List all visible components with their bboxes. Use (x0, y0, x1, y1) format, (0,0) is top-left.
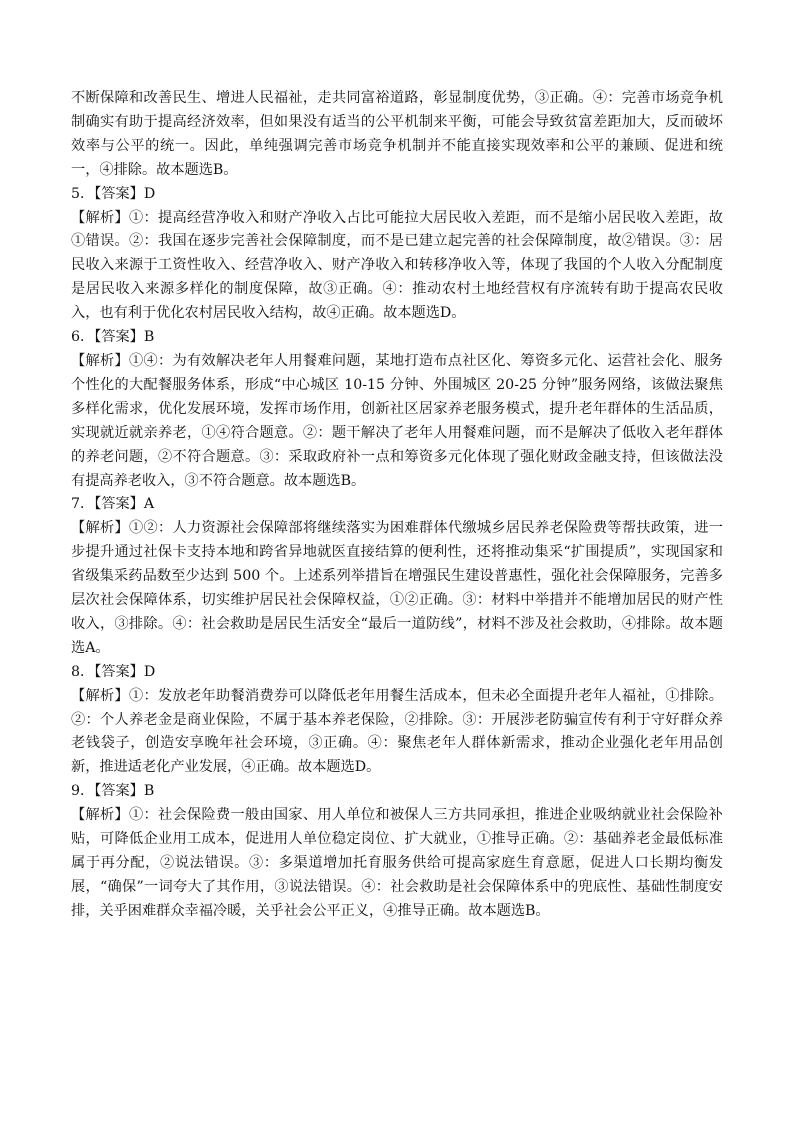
answer-q7: 7．【答案】A (71, 496, 155, 513)
analysis-q5: 【解析】①：提高经营净收入和财产净收入占比可能拉大居民收入差距，而不是缩小居民收入差距，故①错误。②：我国在逐步完善社会保障制度，而不是已建立起完善的社会保障制度，故②错误。③：居民收入来源于工资性收入、经营净收入、财产净收入和转移净收入等，体现了我国的个人收入分配制度是居民收入来源多样化的制度保障，故③正确。④：推动农村土地经营权有序流转有助于提高农民收入，也有利于优化农村居民收入结构，故④正确。故本题选D。 (71, 209, 723, 322)
answer-q8: 8．【答案】D (71, 663, 156, 680)
document-page (71, 87, 723, 924)
analysis-q6: 【解析】①④：为有效解决老年人用餐难问题，某地打造布点社区化、筹资多元化、运营社会化、服务个性化的大配餐服务体系，形成“中心城区 10-15 分钟、外围城区 20-25 分钟”服务网络，该做法聚焦多样化需求，优化发展环境，发挥市场作用，创新社区居家养老服务模式，提升老年群体的生活品质，实现就近就亲养老，①④符合题意。②：题干解决了老年人用餐难问题，而不是解决了低收入老年群体的养老问题，②不符合题意。③：采取政府补一点和筹资多元化体现了强化财政金融支持，但该做法没有提高养老收入，③不符合题意。故本题选B。 (71, 352, 723, 489)
analysis-q8: 【解析】①：发放老年助餐消费券可以降低老年用餐生活成本，但未必全面提升老年人福祉，①排除。②：个人养老金是商业保险，不属于基本养老保险，②排除。③：开展涉老防骗宣传有利于守好群众养老钱袋子，创造安享晚年社会环境，③正确。④：聚焦老年人群体新需求，推动企业强化老年用品创新，推进适老化产业发展，④正确。故本题选D。 (71, 687, 723, 776)
answer-q9: 9．【答案】B (71, 783, 155, 800)
answer-q5: 5．【答案】D (71, 185, 156, 202)
intro-paragraph: 不断保障和改善民生、增进人民福祉，走共同富裕道路，彰显制度优势，③正确。④：完善市场竞争机制确实有助于提高经济效率，但如果没有适当的公平机制来平衡，可能会导致贫富差距加大，反而破坏效率与公平的统一。因此，单纯强调完善市场竞争机制并不能直接实现效率和公平的兼顾、促进和统一，④排除。故本题选B。 (71, 90, 723, 178)
analysis-q7: 【解析】①②：人力资源社会保障部将继续落实为困难群体代缴城乡居民养老保险费等帮扶政策，进一步提升通过社保卡支持本地和跨省异地就医直接结算的便利性，还将推动集采“扩围提质”，实现国家和省级集采药品数至少达到 500 个。上述系列举措旨在增强民生建设普惠性，强化社会保障服务，完善多层次社会保障体系，切实维护居民社会保障权益，①②正确。③：材料中举措并不能增加居民的财产性收入，③排除。④：社会救助是居民生活安全“最后一道防线”，材料不涉及社会救助，④排除。故本题选A。 (71, 520, 723, 656)
answer-q6: 6．【答案】B (71, 329, 155, 346)
analysis-q9: 【解析】①：社会保险费一般由国家、用人单位和被保人三方共同承担，推进企业吸纳就业社会保险补贴，可降低企业用工成本，促进用人单位稳定岗位、扩大就业，①推导正确。②：基础养老金最低标准属于再分配，②说法错误。③：多渠道增加托育服务供给可提高家庭生育意愿，促进人口长期均衡发展，“确保”一词夸大了其作用，③说法错误。④：社会救助是社会保障体系中的兜底性、基础性制度安排，关乎困难群众幸福冷暖，关乎社会公平正义，④推导正确。故本题选B。 (71, 807, 723, 919)
